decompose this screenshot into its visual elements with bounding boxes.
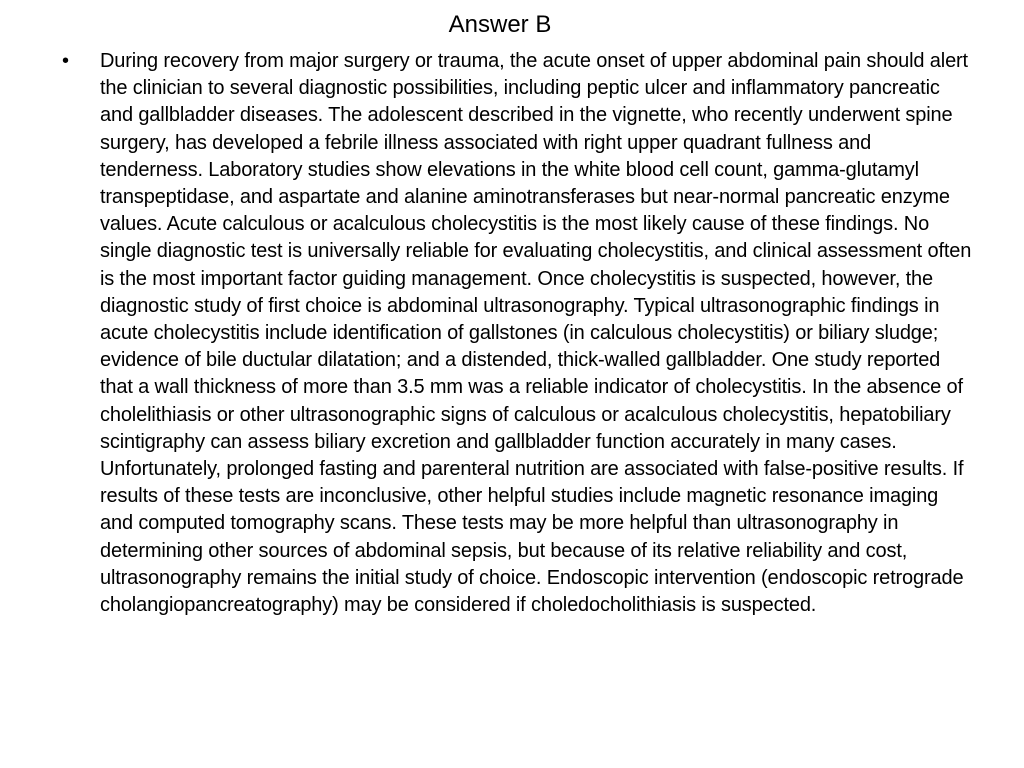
bullet-item bbox=[62, 48, 974, 619]
bullet-text: During recovery from major surgery or trauma, the acute onset of upper abdominal pain should alert the clinician to several diagnostic possibilities, including peptic ulcer and inflammatory pancreatic and gallbladder diseases. The adolescent described in the vignette, who recently underwent spine surgery, has developed a febrile illness associated with right upper quadrant fullness and tenderness. Laboratory studies show elevations in the white blood cell count, gamma-glutamyl transpeptidase, and aspartate and alanine aminotransferases but near-normal pancreatic enzyme values. Acute calculous or acalculous cholecystitis is the most likely cause of these findings. No single diagnostic test is universally reliable for evaluating cholecystitis, and clinical assessment often is the most important factor guiding management. Once cholecystitis is suspected, however, the diagnostic study of first choice is abdominal ultrasonography. Typical ultrasonographic findings in acute cholecystitis include identification of gallstones (in calculous cholecystitis) or biliary sludge; evidence of bile ductular dilatation; and a distended, thick-walled gallbladder. One study reported that a wall thickness of more than 3.5 mm was a reliable indicator of cholecystitis. In the absence of cholelithiasis or other ultrasonographic signs of calculous or acalculous cholecystitis, hepatobiliary scintigraphy can assess biliary excretion and gallbladder function accurately in many cases. Unfortunately, prolonged fasting and parenteral nutrition are associated with false-positive results. If results of these tests are inconclusive, other helpful studies include magnetic resonance imaging and computed tomography scans. These tests may be more helpful than ultrasonography in determining other sources of abdominal sepsis, but because of its relative reliability and cost, ultrasonography remains the initial study of choice. Endoscopic intervention (endoscopic retrograde cholangiopancreatography) may be considered if choledocholithiasis is suspected. bbox=[100, 50, 972, 617]
bullet-dot-icon: • bbox=[62, 50, 70, 72]
bullet-list bbox=[62, 48, 974, 619]
slide-title: Answer B bbox=[448, 11, 552, 38]
